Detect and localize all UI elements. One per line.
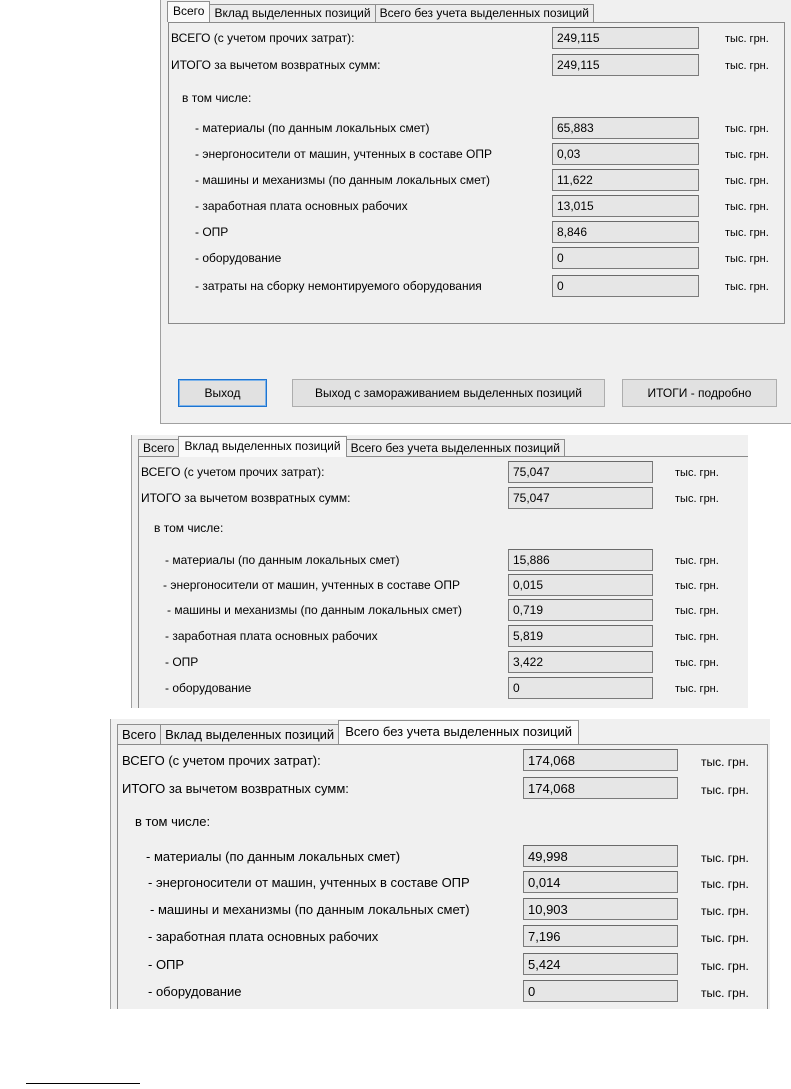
value-total-all: 249,115	[552, 27, 699, 49]
value-opr: 3,422	[508, 651, 653, 673]
row-energy	[169, 143, 784, 167]
label-total-net: ИТОГО за вычетом возвратных сумм:	[171, 58, 381, 72]
value-machines: 10,903	[523, 898, 678, 920]
label-materials: - материалы (по данным локальных смет)	[165, 553, 400, 567]
unit-label: тыс. грн.	[725, 253, 769, 265]
label-energy: - энергоносители от машин, учтенных в составе ОПР	[195, 147, 492, 161]
label-assembly: - затраты на сборку немонтируемого оборудования	[195, 279, 482, 293]
unit-label: тыс. грн.	[725, 201, 769, 213]
unit-label: тыс. грн.	[675, 493, 719, 505]
row-wages	[169, 195, 784, 219]
label-including: в том числе:	[154, 521, 224, 535]
value-materials: 49,998	[523, 845, 678, 867]
value-equipment: 0	[523, 980, 678, 1002]
tab-total[interactable]: Всего	[117, 724, 161, 744]
unit-label: тыс. грн.	[725, 149, 769, 161]
row-materials	[139, 549, 748, 573]
value-total-net: 249,115	[552, 54, 699, 76]
label-total-net: ИТОГО за вычетом возвратных сумм:	[141, 491, 351, 505]
row-energy	[118, 871, 767, 895]
label-total-all: ВСЕГО (с учетом прочих затрат):	[171, 31, 355, 45]
value-machines: 0,719	[508, 599, 653, 621]
row-opr	[169, 221, 784, 245]
value-wages: 7,196	[523, 925, 678, 947]
unit-label: тыс. грн.	[701, 959, 749, 973]
unit-label: тыс. грн.	[675, 467, 719, 479]
tab-bar	[138, 435, 564, 457]
footnote-separator	[26, 1083, 140, 1084]
value-machines: 11,622	[552, 169, 699, 191]
row-machines	[169, 169, 784, 193]
totals-window-all	[160, 0, 791, 424]
totals-frame	[138, 456, 748, 708]
label-including: в том числе:	[182, 91, 252, 105]
value-wages: 13,015	[552, 195, 699, 217]
unit-label: тыс. грн.	[725, 33, 769, 45]
row-materials	[169, 117, 784, 141]
row-equipment	[169, 247, 784, 271]
value-equipment: 0	[552, 247, 699, 269]
value-energy: 0,014	[523, 871, 678, 893]
label-equipment: - оборудование	[148, 984, 242, 999]
totals-detail-button[interactable]: ИТОГИ - подробно	[622, 379, 777, 407]
value-total-net: 75,047	[508, 487, 653, 509]
label-materials: - материалы (по данным локальных смет)	[146, 849, 401, 864]
label-total-net: ИТОГО за вычетом возвратных сумм:	[122, 781, 349, 796]
value-total-net: 174,068	[523, 777, 678, 799]
row-opr	[118, 953, 767, 977]
row-total-net	[118, 777, 767, 801]
unit-label: тыс. грн.	[701, 904, 749, 918]
row-wages	[139, 625, 748, 649]
row-total-net	[169, 54, 784, 78]
tab-selected-contribution[interactable]: Вклад выделенных позиций	[209, 4, 375, 22]
unit-label: тыс. грн.	[701, 755, 749, 769]
value-energy: 0,015	[508, 574, 653, 596]
value-total-all: 174,068	[523, 749, 678, 771]
exit-freeze-button[interactable]: Выход с замораживанием выделенных позиций	[292, 379, 605, 407]
unit-label: тыс. грн.	[675, 605, 719, 617]
tab-total[interactable]: Всего	[167, 1, 210, 22]
row-assembly	[169, 275, 784, 299]
row-materials	[118, 845, 767, 869]
tab-selected-contribution[interactable]: Вклад выделенных позиций	[160, 724, 339, 744]
unit-label: тыс. грн.	[725, 60, 769, 72]
tab-selected-contribution[interactable]: Вклад выделенных позиций	[178, 436, 346, 457]
tab-total-excluding-selected[interactable]: Всего без учета выделенных позиций	[375, 4, 594, 22]
row-equipment	[118, 980, 767, 1004]
unit-label: тыс. грн.	[701, 851, 749, 865]
value-assembly: 0	[552, 275, 699, 297]
value-energy: 0,03	[552, 143, 699, 165]
value-wages: 5,819	[508, 625, 653, 647]
label-including: в том числе:	[135, 814, 211, 829]
label-machines: - машины и механизмы (по данным локальных смет)	[150, 902, 470, 917]
label-total-all: ВСЕГО (с учетом прочих затрат):	[122, 753, 321, 768]
label-opr: - ОПР	[148, 957, 185, 972]
totals-window-excluding	[110, 719, 770, 1009]
label-equipment: - оборудование	[195, 251, 282, 265]
row-wages	[118, 925, 767, 949]
unit-label: тыс. грн.	[701, 986, 749, 1000]
value-opr: 5,424	[523, 953, 678, 975]
value-total-all: 75,047	[508, 461, 653, 483]
unit-label: тыс. грн.	[675, 555, 719, 567]
exit-button[interactable]: Выход	[178, 379, 267, 407]
label-machines: - машины и механизмы (по данным локальных смет)	[167, 603, 462, 617]
unit-label: тыс. грн.	[701, 931, 749, 945]
unit-label: тыс. грн.	[725, 281, 769, 293]
label-wages: - заработная плата основных рабочих	[165, 629, 378, 643]
totals-frame	[168, 22, 785, 324]
tab-bar	[117, 719, 578, 744]
row-machines	[118, 898, 767, 922]
value-equipment: 0	[508, 677, 653, 699]
label-equipment: - оборудование	[165, 681, 252, 695]
label-energy: - энергоносители от машин, учтенных в составе ОПР	[163, 578, 460, 592]
row-total-net	[139, 487, 748, 511]
value-materials: 15,886	[508, 549, 653, 571]
label-materials: - материалы (по данным локальных смет)	[195, 121, 430, 135]
unit-label: тыс. грн.	[675, 580, 719, 592]
row-machines	[139, 599, 748, 623]
unit-label: тыс. грн.	[675, 683, 719, 695]
tab-bar	[167, 0, 593, 22]
label-total-all: ВСЕГО (с учетом прочих затрат):	[141, 465, 325, 479]
row-total-all	[139, 461, 748, 485]
label-opr: - ОПР	[195, 225, 229, 239]
label-wages: - заработная плата основных рабочих	[195, 199, 408, 213]
unit-label: тыс. грн.	[725, 123, 769, 135]
label-energy: - энергоносители от машин, учтенных в составе ОПР	[148, 875, 470, 890]
unit-label: тыс. грн.	[675, 657, 719, 669]
totals-frame	[117, 744, 768, 1009]
row-total-all	[169, 27, 784, 51]
row-energy	[139, 574, 748, 598]
label-machines: - машины и механизмы (по данным локальных смет)	[195, 173, 490, 187]
unit-label: тыс. грн.	[701, 877, 749, 891]
unit-label: тыс. грн.	[725, 227, 769, 239]
unit-label: тыс. грн.	[725, 175, 769, 187]
label-opr: - ОПР	[165, 655, 199, 669]
label-wages: - заработная плата основных рабочих	[148, 929, 379, 944]
value-materials: 65,883	[552, 117, 699, 139]
row-equipment	[139, 677, 748, 701]
tab-total[interactable]: Всего	[138, 439, 179, 457]
unit-label: тыс. грн.	[701, 783, 749, 797]
row-opr	[139, 651, 748, 675]
tab-total-excluding-selected[interactable]: Всего без учета выделенных позиций	[346, 439, 565, 457]
row-total-all	[118, 749, 767, 773]
totals-window-selected	[131, 435, 748, 708]
value-opr: 8,846	[552, 221, 699, 243]
tab-total-excluding-selected[interactable]: Всего без учета выделенных позиций	[338, 720, 579, 744]
unit-label: тыс. грн.	[675, 631, 719, 643]
